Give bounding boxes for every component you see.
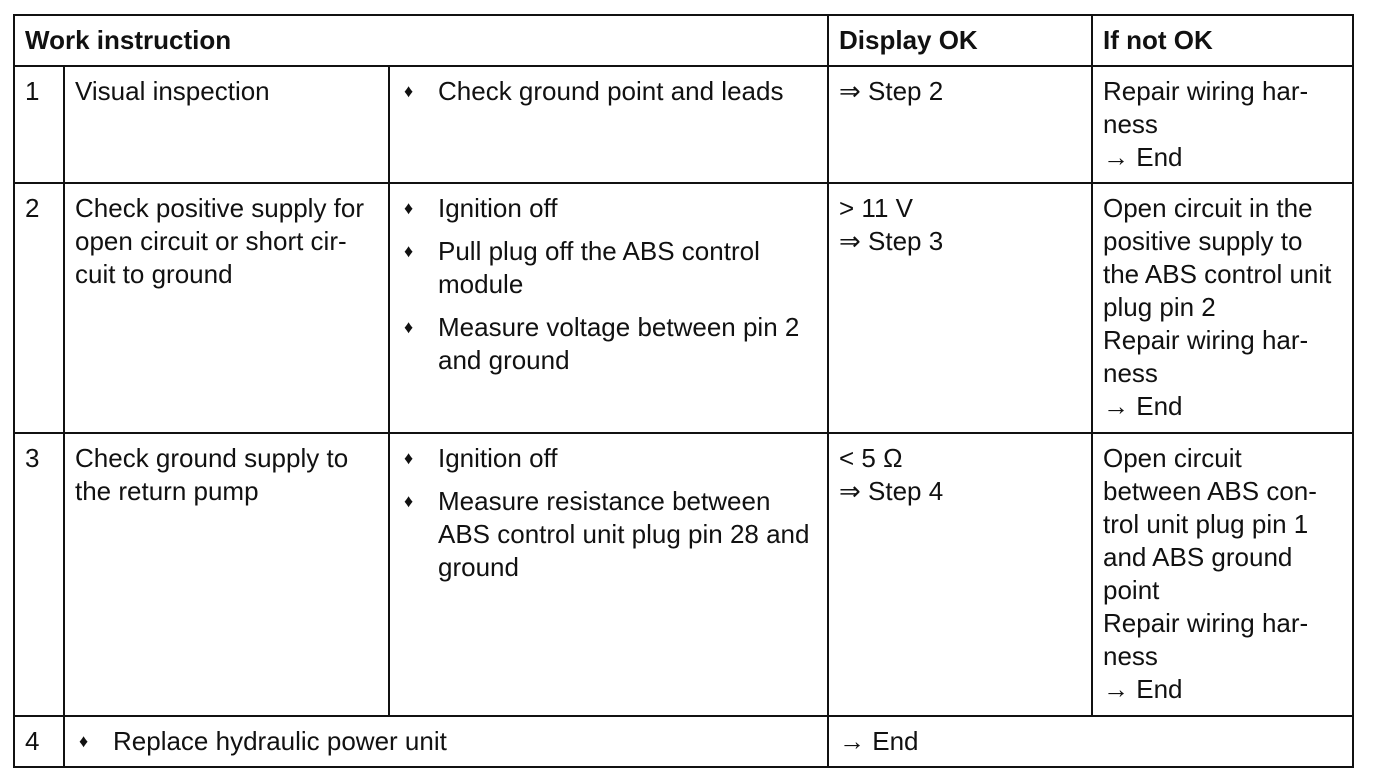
steps-cell bbox=[389, 183, 828, 433]
display-ok-cell bbox=[828, 183, 1092, 433]
display-ok-line: → End bbox=[839, 726, 919, 756]
display-ok-cell bbox=[828, 66, 1092, 183]
steps-cell bbox=[389, 433, 828, 716]
work-instruction-table bbox=[13, 14, 1354, 768]
if-not-ok-line: between ABS con- bbox=[1103, 476, 1317, 506]
display-ok-line: ⇒ Step 4 bbox=[839, 476, 944, 506]
if-not-ok-line: Open circuit bbox=[1103, 443, 1242, 473]
diamond-bullet-icon: ♦ bbox=[404, 317, 414, 337]
display-ok-line: > 11 V bbox=[839, 193, 913, 223]
table-row bbox=[14, 66, 1353, 183]
table-row bbox=[14, 433, 1353, 716]
if-not-ok-cell bbox=[1092, 66, 1353, 183]
if-not-ok-line: and ABS ground bbox=[1103, 542, 1293, 572]
list-item-text: Check ground point and leads bbox=[438, 76, 784, 106]
if-not-ok-line: Repair wiring har- bbox=[1103, 608, 1309, 638]
step-list bbox=[400, 192, 817, 377]
if-not-ok-cell bbox=[1092, 433, 1353, 716]
diamond-bullet-icon: ♦ bbox=[404, 448, 414, 468]
list-item-text: Ignition off bbox=[438, 193, 558, 223]
if-not-ok-line: point bbox=[1103, 575, 1160, 605]
table-row bbox=[14, 716, 1353, 767]
header-work-instruction: Work instruction bbox=[14, 15, 828, 66]
list-item bbox=[75, 725, 817, 758]
if-not-ok-line: → End bbox=[1103, 674, 1183, 704]
display-ok-line: < 5 Ω bbox=[839, 443, 903, 473]
list-item bbox=[400, 75, 817, 108]
if-not-ok-cell bbox=[1092, 183, 1353, 433]
instruction-cell: Visual inspection bbox=[64, 66, 389, 183]
step-list bbox=[400, 75, 817, 108]
instruction-cell: Check ground supply to the return pump bbox=[64, 433, 389, 716]
list-item bbox=[400, 311, 817, 377]
instruction-cell: Check positive supply for open circuit or short cir-cuit to ground bbox=[64, 183, 389, 433]
if-not-ok-line: Open circuit in the bbox=[1103, 193, 1313, 223]
if-not-ok-line: → End bbox=[1103, 391, 1183, 421]
header-display-ok: Display OK bbox=[828, 15, 1092, 66]
diamond-bullet-icon: ♦ bbox=[404, 241, 414, 261]
steps-cell bbox=[389, 66, 828, 183]
if-not-ok-line: positive supply to bbox=[1103, 226, 1303, 256]
step-list bbox=[400, 442, 817, 584]
display-ok-line: ⇒ Step 2 bbox=[839, 76, 944, 106]
list-item-text: Pull plug off the ABS control module bbox=[438, 236, 760, 299]
steps-cell bbox=[64, 716, 828, 767]
list-item bbox=[400, 442, 817, 475]
display-ok-cell bbox=[828, 716, 1353, 767]
if-not-ok-line: trol unit plug pin 1 bbox=[1103, 509, 1309, 539]
if-not-ok-line: the ABS control unit bbox=[1103, 259, 1332, 289]
if-not-ok-line: ness bbox=[1103, 109, 1158, 139]
step-number: 4 bbox=[14, 716, 64, 767]
diamond-bullet-icon: ♦ bbox=[79, 731, 89, 751]
list-item-text: Measure voltage between pin 2 and ground bbox=[438, 312, 800, 375]
step-number: 1 bbox=[14, 66, 64, 183]
step-number: 3 bbox=[14, 433, 64, 716]
list-item bbox=[400, 192, 817, 225]
list-item-text: Replace hydraulic power unit bbox=[113, 726, 447, 756]
if-not-ok-line: ness bbox=[1103, 641, 1158, 671]
step-number: 2 bbox=[14, 183, 64, 433]
header-if-not-ok: If not OK bbox=[1092, 15, 1353, 66]
if-not-ok-line: ness bbox=[1103, 358, 1158, 388]
list-item-text: Measure resistance between ABS control unit plug pin 28 and ground bbox=[438, 486, 810, 582]
list-item-text: Ignition off bbox=[438, 443, 558, 473]
list-item bbox=[400, 235, 817, 301]
step-list bbox=[75, 725, 817, 758]
display-ok-cell bbox=[828, 433, 1092, 716]
if-not-ok-line: plug pin 2 bbox=[1103, 292, 1216, 322]
if-not-ok-line: → End bbox=[1103, 142, 1183, 172]
table-header-row bbox=[14, 15, 1353, 66]
diamond-bullet-icon: ♦ bbox=[404, 198, 414, 218]
list-item bbox=[400, 485, 817, 584]
table-row bbox=[14, 183, 1353, 433]
if-not-ok-line: Repair wiring har- bbox=[1103, 325, 1309, 355]
diamond-bullet-icon: ♦ bbox=[404, 491, 414, 511]
if-not-ok-line: Repair wiring har- bbox=[1103, 76, 1309, 106]
display-ok-line: ⇒ Step 3 bbox=[839, 226, 944, 256]
diamond-bullet-icon: ♦ bbox=[404, 81, 414, 101]
